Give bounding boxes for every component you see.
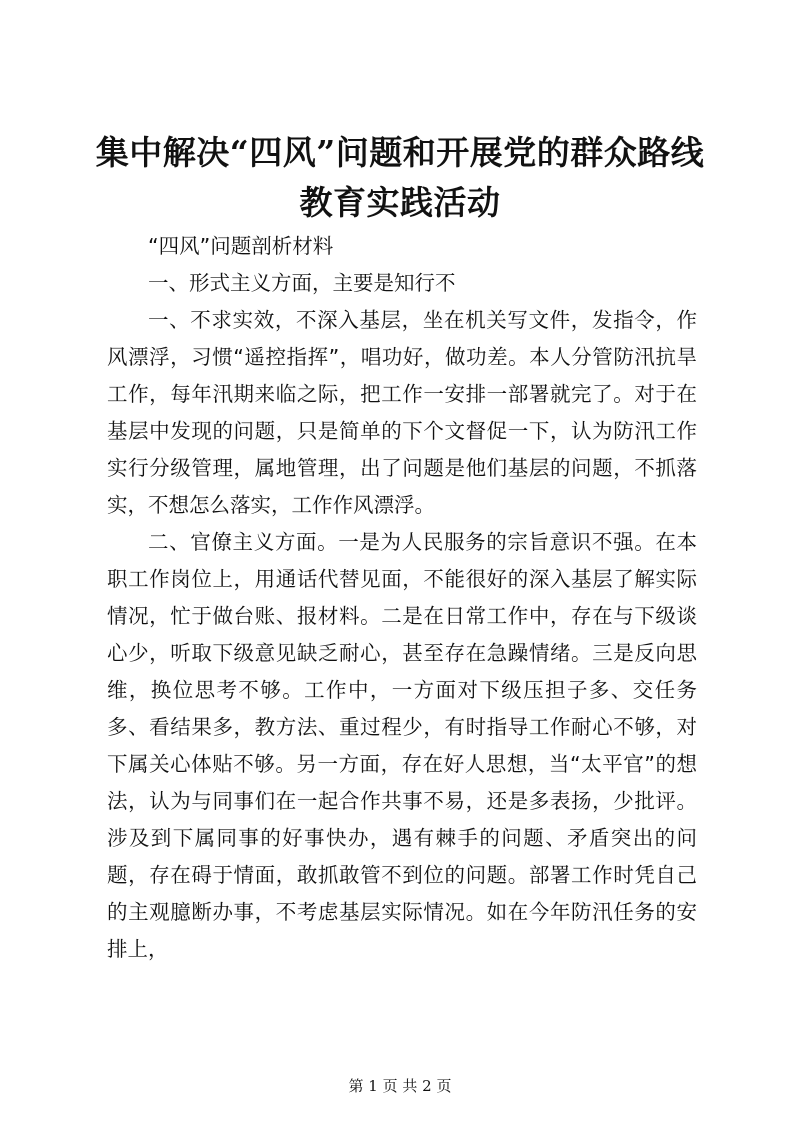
body-paragraph: 一、不求实效，不深入基层，坐在机关写文件，发指令，作风漂浮，习惯“遥控指挥”，唱功好，做功差。本人分管防汛抗旱工作，每年汛期来临之际，把工作一安排一部署就完了。对于在基层中发现的问题，只是简单的下个文督促一下，认为防汛工作实行分级管理，属地管理，出了问题是他们基层的问题，不抓落实，不想怎么落实，工作作风漂浮。: [107, 308, 697, 517]
page-number-footer: 第 1 页 共 2 页: [348, 1077, 452, 1095]
document-body: [107, 228, 697, 968]
document-title: 集中解决“四风”问题和开展党的群众路线教育实践活动: [95, 133, 705, 222]
body-paragraph: 二、官僚主义方面。一是为人民服务的宗旨意识不强。在本职工作岗位上，用通话代替见面，不能很好的深入基层了解实际情况，忙于做台账、报材料。二是在日常工作中，存在与下级谈心少，听取下级意见缺乏耐心，甚至存在急躁情绪。三是反向思维，换位思考不够。工作中，一方面对下级压担子多、交任务多、看结果多，教方法、重过程少，有时指导工作耐心不够，对下属关心体贴不够。另一方面，存在好人思想，当“太平官”的想法，认为与同事们在一起合作共事不易，还是多表扬，少批评。涉及到下属同事的好事快办，遇有棘手的问题、矛盾突出的问题，存在碍于情面，敢抓敢管不到位的问题。部署工作时凭自己的主观臆断办事，不考虑基层实际情况。如在今年防汛任务的安排上，: [107, 530, 697, 961]
subsection-heading: 一、形式主义方面，主要是知行不: [148, 271, 456, 295]
section-heading: “四风”问题剖析材料: [148, 234, 334, 258]
